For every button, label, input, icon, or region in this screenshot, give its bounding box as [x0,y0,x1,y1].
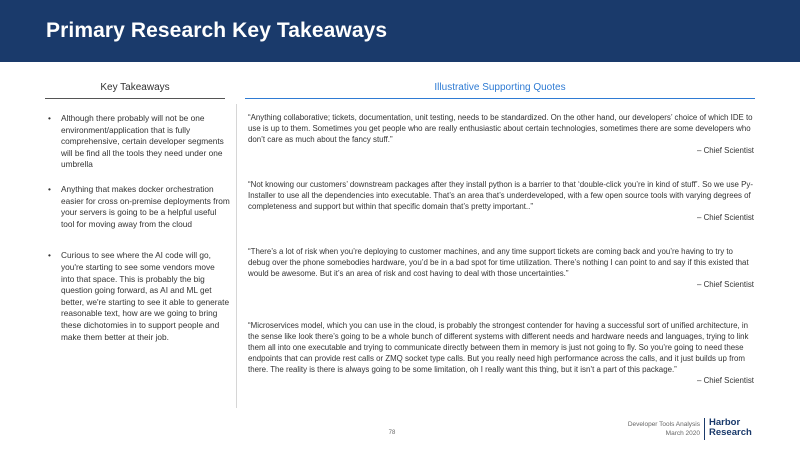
takeaway-item [48,184,230,230]
takeaways-list [48,113,230,343]
quote-block [248,320,754,386]
quote-attribution: – Chief Scientist [696,376,754,386]
takeaway-item [48,250,230,343]
quote-text: “There’s a lot of risk when you’re deploying to customer machines, and any time support tickets are coming back and you’re having to try to debug over the phone somebodies hardware, you’d be in a bad spot for time utilization. There’s nothing I can point to and say if this existed that would be awesome. But it’s an area of risk and cost having to deal with those uncertainties.” [248,247,749,279]
bullet-icon: • [48,183,51,194]
page-number: 78 [388,430,396,436]
quote-attribution: – Chief Scientist [696,146,754,156]
bullet-icon: • [48,113,51,123]
quote-block [248,246,754,290]
quote-text: “Not knowing our customers’ downstream packages after they install python is a barrier to that ‘double-click you’re in kind of stuff’. So we use Py-Installer to use all the dependencies into executable. That’s an area that’s underdeveloped, with a few open source tools with varying degrees of completeness and support but within that specific domain that’s pretty important..” [248,180,753,212]
takeaway-item [48,113,230,171]
quote-attribution: – Chief Scientist [696,213,754,223]
report-name: Developer Tools Analysis [627,421,700,428]
quote-block [248,112,754,156]
column-divider [236,104,237,408]
bullet-icon: • [48,250,51,261]
logo-line-1: Harbor [709,417,741,428]
key-takeaways-heading: Key Takeaways [100,82,170,93]
quote-attribution: – Chief Scientist [696,280,754,290]
takeaway-text: Although there probably will not be one environment/application that is fully comprehensive, certain developer segments will be find all the tools they need under one umbrella [61,113,224,170]
quote-text: “Microservices model, which you can use in the cloud, is probably the strongest contender for having a successful sort of unified architecture, in the sense like look there’s going to be a whole bunch of different systems with different needs and hardware needs and languages, trying to link them all into one executable and trying to communicate directly between them in memory is just not going to fly. So you’re going to need these endpoints that can provide rest calls or ZMQ socket type calls. But you really need high performance across the calls, and it just builds up from there. The reality is there is always going to be some limitation, oh I really want this thing, but it isn’t a part of this package.” [248,321,749,375]
supporting-quotes-heading: Illustrative Supporting Quotes [434,82,566,93]
logo-line-2: Research [709,427,752,438]
title-banner [0,0,800,62]
report-info [560,420,700,438]
takeaway-text: Curious to see where the AI code will go, you're starting to see some vendors move into that space. This is probably the big question going forward, as AI and ML get better, we're starting to see it able to generate reasonable text, how are we going to bring these dichotomies in to support people and make them better at their job. [61,250,230,342]
quote-text: “Anything collaborative; tickets, documentation, unit testing, needs to be standardized. On the other hand, our developers’ choice of which IDE to use is up to them. Sometimes you get people who are really enthusiastic about certain technologies, sometimes there are some developers who don’t care as much about the fancy stuff.” [248,113,753,145]
page-title: Primary Research Key Takeaways [46,19,388,42]
harbor-research-logo [709,418,752,438]
takeaway-text: Anything that makes docker orchestration easier for cross on-premise deployments from your servers is going to be a helpful useful tool for moving away from the cloud [61,183,230,229]
footer-separator [704,418,705,440]
supporting-quotes-rule [245,98,755,99]
quote-block [248,179,754,223]
key-takeaways-rule [45,98,225,99]
report-date: March 2020 [665,430,700,437]
